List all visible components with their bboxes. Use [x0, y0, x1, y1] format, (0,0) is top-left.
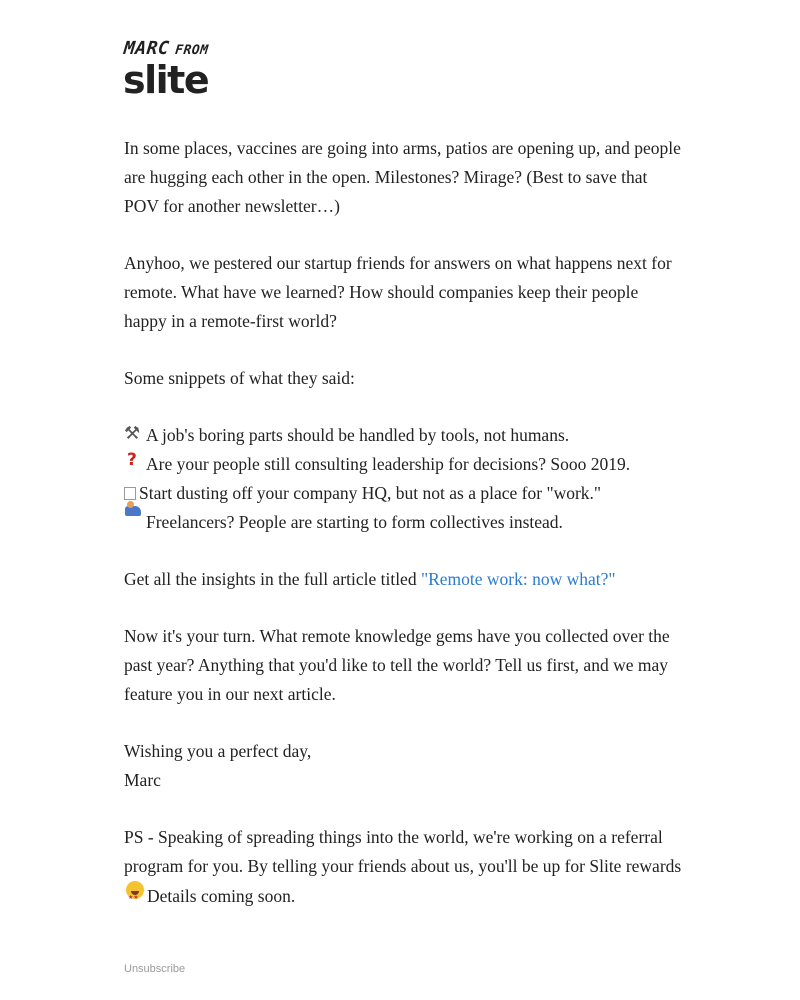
signoff-name: Marc: [124, 770, 161, 790]
ps-text-before: PS - Speaking of spreading things into the world, we're working on a referral program for you. By telling your friends about us, you'll be up for Slite rewards: [124, 827, 682, 876]
snippet-text: Start dusting off your company HQ, but not as a place for "work.": [139, 483, 602, 503]
hammer-and-pick-icon: [124, 425, 142, 443]
star-struck-icon: [126, 881, 144, 899]
article-paragraph: [124, 565, 684, 594]
slite-wordmark: slite: [123, 58, 209, 102]
signoff: [124, 737, 684, 795]
person-surfing-icon: [124, 512, 142, 530]
snippet-text: Are your people still consulting leadership for decisions? Sooo 2019.: [146, 454, 631, 474]
red-question-mark-icon: [124, 454, 142, 472]
logo-from-text: FROM: [174, 43, 210, 58]
logo-marc-text: MARC: [122, 38, 171, 59]
snippet-item: [124, 421, 684, 450]
snippet-text: Freelancers? People are starting to form collectives instead.: [146, 512, 563, 532]
marc-from-slite-logo: [124, 38, 244, 100]
ps-paragraph: [124, 823, 684, 911]
context-paragraph: Anyhoo, we pestered our startup friends for answers on what happens next for remote. What have we learned? How should companies keep their people happy in a remote-first world?: [124, 253, 672, 331]
email-content: [124, 38, 684, 939]
snippet-text: A job's boring parts should be handled by tools, not humans.: [146, 425, 570, 445]
missing-glyph-icon: [124, 487, 136, 500]
snippets-list: [124, 421, 684, 537]
article-link[interactable]: "Remote work: now what?": [420, 569, 616, 589]
intro-paragraph: In some places, vaccines are going into arms, patios are opening up, and people are hugging each other in the open. Milestones? Mirage? (Best to save that POV for another newsletter…): [124, 138, 681, 216]
call-to-action-paragraph: Now it's your turn. What remote knowledge gems have you collected over the past year? Anything that you'd like to tell the world? Tell us first, and we may feature you in our next article.: [124, 626, 670, 704]
ps-text-after: Details coming soon.: [147, 886, 296, 906]
snippet-item: [124, 479, 684, 508]
unsubscribe-link[interactable]: Unsubscribe: [124, 963, 186, 975]
signoff-greeting: Wishing you a perfect day,: [124, 741, 312, 761]
snippets-heading: Some snippets of what they said:: [124, 368, 355, 388]
snippet-item: [124, 450, 684, 479]
article-lead-text: Get all the insights in the full article titled: [124, 569, 421, 589]
snippet-item: [124, 508, 684, 537]
email-body: [124, 134, 684, 911]
logo-handwritten-line: [123, 38, 210, 59]
